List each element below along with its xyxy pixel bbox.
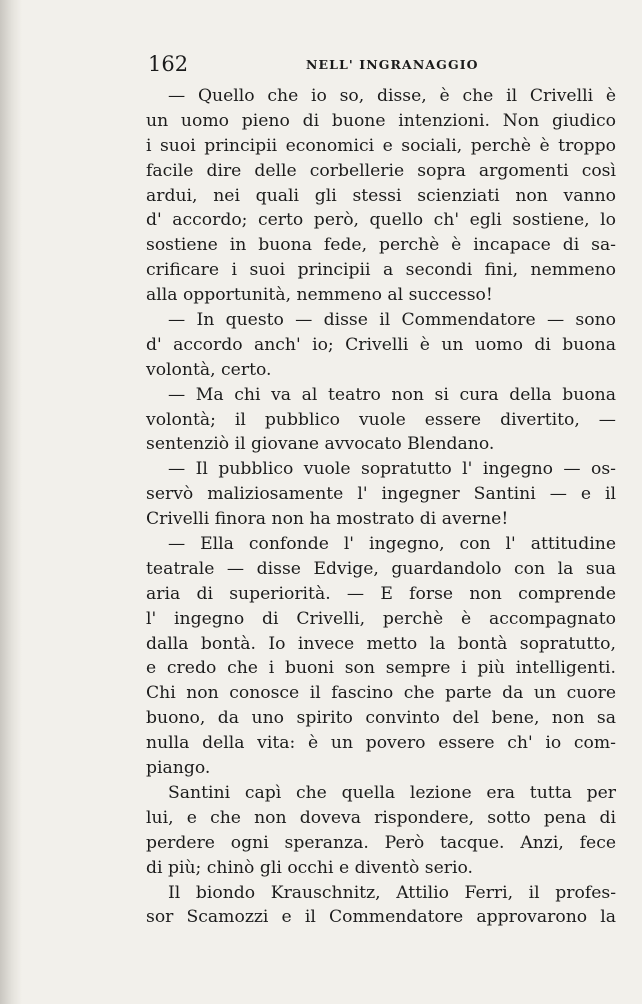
text-line: un uomo pieno di buone intenzioni. Non giudico bbox=[146, 110, 616, 131]
text-line: — Ma chi va al teatro non si cura della buona bbox=[168, 384, 616, 405]
text-line: di più; chinò gli occhi e diventò serio. bbox=[146, 857, 473, 878]
text-line: volontà, certo. bbox=[146, 359, 272, 380]
page-number: 162 bbox=[148, 52, 189, 76]
text-line: nulla della vita: è un povero essere ch' io com- bbox=[146, 733, 616, 754]
text-line: teatrale — disse Edvige, guardandolo con la sua bbox=[146, 558, 616, 579]
text-line: piango. bbox=[146, 758, 211, 779]
text-line: aria di superiorità. — E forse non comprende bbox=[146, 583, 616, 604]
text-line: e credo che i buoni son sempre i più intelligenti. bbox=[146, 658, 616, 679]
text-line: sostiene in buona fede, perchè è incapace di sa- bbox=[146, 235, 616, 256]
text-line: crificare i suoi principii a secondi fini, nemmeno bbox=[146, 260, 616, 281]
text-line: ardui, nei quali gli stessi scienziati non vanno bbox=[146, 185, 616, 206]
text-line: servò maliziosamente l' ingegner Santini — e il bbox=[146, 484, 616, 505]
text-line: — In questo — disse il Commendatore — sono bbox=[168, 310, 616, 331]
text-line: i suoi principii economici e sociali, perchè è troppo bbox=[146, 135, 616, 156]
text-line: d' accordo; certo però, quello ch' egli sostiene, lo bbox=[146, 210, 616, 231]
text-line: — Il pubblico vuole sopratutto l' ingegno — os- bbox=[168, 459, 616, 480]
text-line: buono, da uno spirito convinto del bene, non sa bbox=[146, 708, 616, 729]
text-line: Chi non conosce il fascino che parte da un cuore bbox=[146, 683, 616, 704]
text-line: dalla bontà. Io invece metto la bontà sopratutto, bbox=[146, 633, 616, 654]
page-gutter-shadow bbox=[0, 0, 22, 1004]
text-line: Santini capì che quella lezione era tutta per bbox=[168, 782, 616, 803]
text-line: l' ingegno di Crivelli, perchè è accompagnato bbox=[146, 608, 616, 629]
text-line: sor Scamozzi e il Commendatore approvarono la bbox=[146, 907, 616, 928]
text-line: volontà; il pubblico vuole essere divertito, — bbox=[146, 409, 616, 430]
body-text bbox=[146, 84, 616, 930]
text-line: d' accordo anch' io; Crivelli è un uomo di buona bbox=[146, 334, 616, 355]
text-line: Crivelli finora non ha mostrato di averne! bbox=[146, 509, 509, 530]
text-line: lui, e che non doveva rispondere, sotto pena di bbox=[146, 807, 616, 828]
text-line: sentenziò il giovane avvocato Blendano. bbox=[146, 434, 495, 455]
page-header bbox=[148, 52, 618, 76]
text-line: — Ella confonde l' ingegno, con l' attitudine bbox=[168, 534, 616, 555]
running-head: NELL' INGRANAGGIO bbox=[306, 57, 479, 72]
text-line: — Quello che io so, disse, è che il Crivelli è bbox=[168, 86, 616, 106]
text-line: Il biondo Krauschnitz, Attilio Ferri, il profes- bbox=[168, 882, 616, 903]
text-line: alla opportunità, nemmeno al successo! bbox=[146, 285, 493, 306]
text-line: facile dire delle corbellerie sopra argomenti così bbox=[146, 160, 616, 181]
text-line: perdere ogni speranza. Però tacque. Anzi, fece bbox=[146, 832, 616, 853]
